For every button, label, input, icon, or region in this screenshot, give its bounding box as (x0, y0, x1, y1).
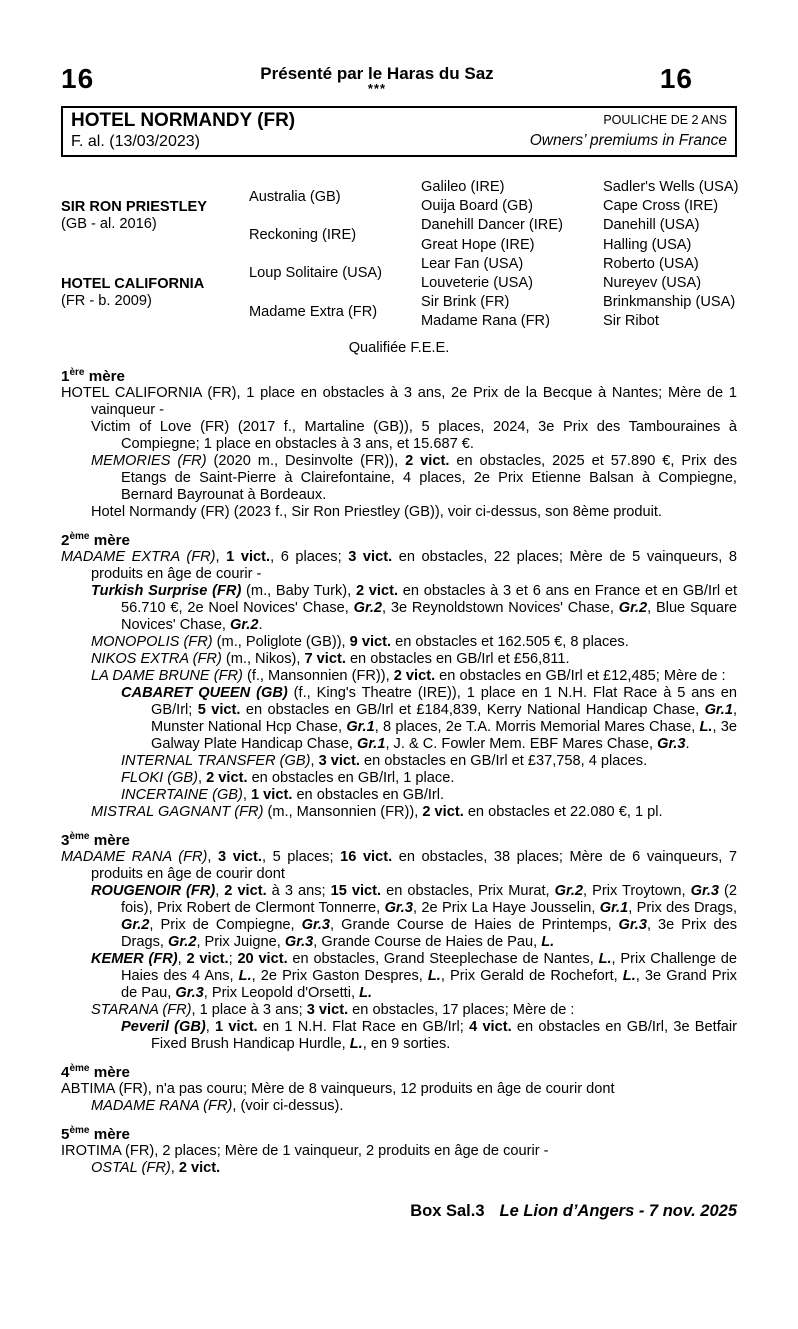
pedigree-gen3-entry: Louveterie (USA) (421, 274, 533, 291)
pedigree-entry: KEMER (FR), 2 vict.; 20 vict. en obstacles, Grand Steeplechase de Nantes, L., Prix Challenge de Haies des 4 Ans, L., 2e Prix Gaston Despres, L., Prix Gerald de Rochefort, L., 3e Grand Prix de Pau, Gr.3, Prix Leopold d'Orsetti, L. (91, 950, 738, 1001)
presented-by-title: Présenté par le Haras du Saz (260, 64, 494, 83)
pedigree-entry: ABTIMA (FR), n'a pas couru; Mère de 8 vainqueurs, 12 produits en âge de courir dont (61, 1080, 615, 1097)
presenter-title-block (94, 64, 660, 94)
page-number-left: 16 (61, 63, 95, 94)
lot-category: POULICHE DE 2 ANS (603, 113, 727, 127)
pedigree-entry: Turkish Surprise (FR) (m., Baby Turk), 2 vict. en obstacles à 3 et 6 ans en France et en GB/Irl et 56.710 €, 2e Noel Novices' Chase, Gr.2, 3e Reynoldstown Novices' Chase, Gr.2, Blue Square Novices' Chase, Gr.2. (91, 582, 738, 633)
pedigree-gen3-entry: Madame Rana (FR) (421, 313, 550, 330)
box-reference: Box Sal.3 (410, 1201, 485, 1220)
sale-name-date: Le Lion d’Angers - 7 nov. 2025 (499, 1201, 737, 1220)
section-heading: 4ème mère (61, 1062, 130, 1081)
pedigree-gen2-entry: Madame Extra (FR) (249, 303, 378, 320)
section-heading: 3ème mère (61, 830, 130, 849)
pedigree-gen4-entry: Sadler's Wells (USA) (603, 179, 739, 195)
mare-section (61, 832, 737, 1053)
pedigree-entry: Victim of Love (FR) (2017 f., Martaline (GB)), 5 places, 2024, 3e Prix des Tambouraines à Compiegne; 1 place en obstacles à 3 ans, et 15.687 €. (91, 418, 737, 452)
pedigree-gen2-entry: Australia (GB) (249, 188, 341, 205)
pedigree-gen4-entry: Nureyev (USA) (603, 274, 702, 291)
dam-line-sections (61, 368, 737, 1177)
pedigree-gen4-entry: Cape Cross (IRE) (603, 198, 719, 215)
pedigree-gen3-entry: Galileo (IRE) (421, 179, 505, 195)
pedigree-entry: MONOPOLIS (FR) (m., Poliglote (GB)), 9 vict. en obstacles et 162.505 €, 8 places. (91, 633, 629, 650)
mare-section (61, 368, 737, 521)
pedigree-entry: MADAME EXTRA (FR), 1 vict., 6 places; 3 vict. en obstacles, 22 places; Mère de 5 vainqueurs, 8 produits en âge de courir - (61, 548, 737, 582)
pedigree-table (61, 178, 737, 332)
mare-section (61, 1064, 737, 1115)
page-number-right: 16 (659, 63, 693, 94)
pedigree-entry: CABARET QUEEN (GB) (f., King's Theatre (IRE)), 1 place en 1 N.H. Flat Race à 5 ans en GB/Irl; 5 vict. en obstacles en GB/Irl et £184,839, Kerry National Handicap Chase, Gr.1, Munster National Hcp Chase, Gr.1, 8 places, 2e T.A. Morris Memorial Mares Chase, L., 3e Galway Plate Handicap Chase, Gr.1, J. & C. Fowler Mem. EBF Mares Chase, Gr.3. (121, 684, 738, 752)
horse-name: HOTEL NORMANDY (FR) (71, 110, 296, 131)
pedigree-gen3-entry: Ouija Board (GB) (421, 198, 533, 215)
pedigree-entry: Peveril (GB), 1 vict. en 1 N.H. Flat Race en GB/Irl; 4 vict. en obstacles en GB/Irl, 3e Betfair Fixed Brush Handicap Hurdle, L., en 9 sorties. (121, 1018, 737, 1052)
qualification-line: Qualifiée F.E.E. (348, 339, 450, 356)
pedigree-entry: MADAME RANA (FR), (voir ci-dessus). (91, 1097, 344, 1114)
owners-premiums: Owners’ premiums in France (529, 132, 727, 149)
pedigree-entry: Hotel Normandy (FR) (2023 f., Sir Ron Priestley (GB)), voir ci-dessus, son 8ème produit. (91, 503, 662, 520)
pedigree-gen3-entry: Danehill Dancer (IRE) (421, 217, 563, 234)
pedigree-gen3-entry: Sir Brink (FR) (421, 294, 510, 311)
section-heading: 1ère mère (61, 366, 125, 385)
mare-section (61, 1126, 737, 1177)
pedigree-entry: ROUGENOIR (FR), 2 vict. à 3 ans; 15 vict. en obstacles, Prix Murat, Gr.2, Prix Troytown, Gr.3 (2 fois), Prix Robert de Clermont Tonnerre, Gr.3, 2e Prix La Haye Jousselin, Gr.1, Prix des Drags, Gr.2, Prix de Compiegne, Gr.3, Grande Course de Haies de Printemps, Gr.3, 3e Prix des Drags, Gr.2, Prix Juigne, Gr.3, Grande Course de Haies de Pau, L. (91, 882, 738, 950)
pedigree-gen2-entry: Reckoning (IRE) (249, 227, 357, 244)
pedigree-gen3-entry: Great Hope (IRE) (421, 236, 535, 253)
lot-header-box (61, 106, 737, 157)
pedigree-gen4-entry: Sir Ribot (603, 313, 659, 330)
pedigree-entry: LA DAME BRUNE (FR) (f., Mansonnien (FR)), 2 vict. en obstacles en GB/Irl et £12,485; Mère de : (91, 667, 726, 684)
pedigree-gen1-entry: HOTEL CALIFORNIA (FR - b. 2009) (61, 276, 205, 310)
pedigree-entry: FLOKI (GB), 2 vict. en obstacles en GB/Irl, 1 place. (121, 769, 455, 786)
pedigree-entry: IROTIMA (FR), 2 places; Mère de 1 vainqueur, 2 produits en âge de courir - (61, 1142, 549, 1159)
pedigree-gen1-entry: SIR RON PRIESTLEY (GB - al. 2016) (61, 199, 207, 233)
page-footer (61, 1201, 737, 1221)
pedigree-gen4-entry: Danehill (USA) (603, 217, 700, 234)
pedigree-gen3-entry: Lear Fan (USA) (421, 255, 524, 272)
lot-identity (71, 110, 295, 151)
section-heading: 2ème mère (61, 530, 130, 549)
pedigree-gen2-entry: Loup Solitaire (USA) (249, 265, 383, 282)
horse-birth-details: F. al. (13/03/2023) (71, 133, 200, 150)
pedigree-entry: MADAME RANA (FR), 3 vict., 5 places; 16 vict. en obstacles, 38 places; Mère de 6 vainqueurs, 7 produits en âge de courir dont (61, 848, 737, 882)
pedigree-gen4-entry: Halling (USA) (603, 236, 692, 253)
pedigree-gen4-entry: Brinkmanship (USA) (603, 294, 736, 311)
pedigree-entry: OSTAL (FR), 2 vict. (91, 1159, 221, 1176)
pedigree-gen4-entry: Roberto (USA) (603, 255, 699, 272)
pedigree-entry: MEMORIES (FR) (2020 m., Desinvolte (FR)), 2 vict. en obstacles, 2025 et 57.890 €, Prix des Etangs de Saint-Pierre à Clairefontaine, 4 places, 2e Prix Etienne Balsan à Compiegne, Bernard Bayrounat à Bordeaux. (91, 452, 737, 503)
mare-section (61, 532, 737, 821)
pedigree-entry: NIKOS EXTRA (FR) (m., Nikos), 7 vict. en obstacles en GB/Irl et £56,811. (91, 650, 570, 667)
page-header (61, 64, 737, 94)
section-heading: 5ème mère (61, 1124, 130, 1143)
pedigree-entry: HOTEL CALIFORNIA (FR), 1 place en obstacles à 3 ans, 2e Prix de la Becque à Nantes; Mère de 1 vainqueur - (61, 384, 737, 418)
stars-separator: *** (367, 81, 387, 96)
pedigree-entry: INTERNAL TRANSFER (GB), 3 vict. en obstacles en GB/Irl et £37,758, 4 places. (121, 752, 648, 769)
pedigree-entry: MISTRAL GAGNANT (FR) (m., Mansonnien (FR)), 2 vict. en obstacles et 22.080 €, 1 pl. (91, 803, 663, 820)
pedigree-entry: STARANA (FR), 1 place à 3 ans; 3 vict. en obstacles, 17 places; Mère de : (91, 1001, 575, 1018)
lot-category-block (530, 110, 727, 151)
pedigree-entry: INCERTAINE (GB), 1 vict. en obstacles en GB/Irl. (121, 786, 445, 803)
